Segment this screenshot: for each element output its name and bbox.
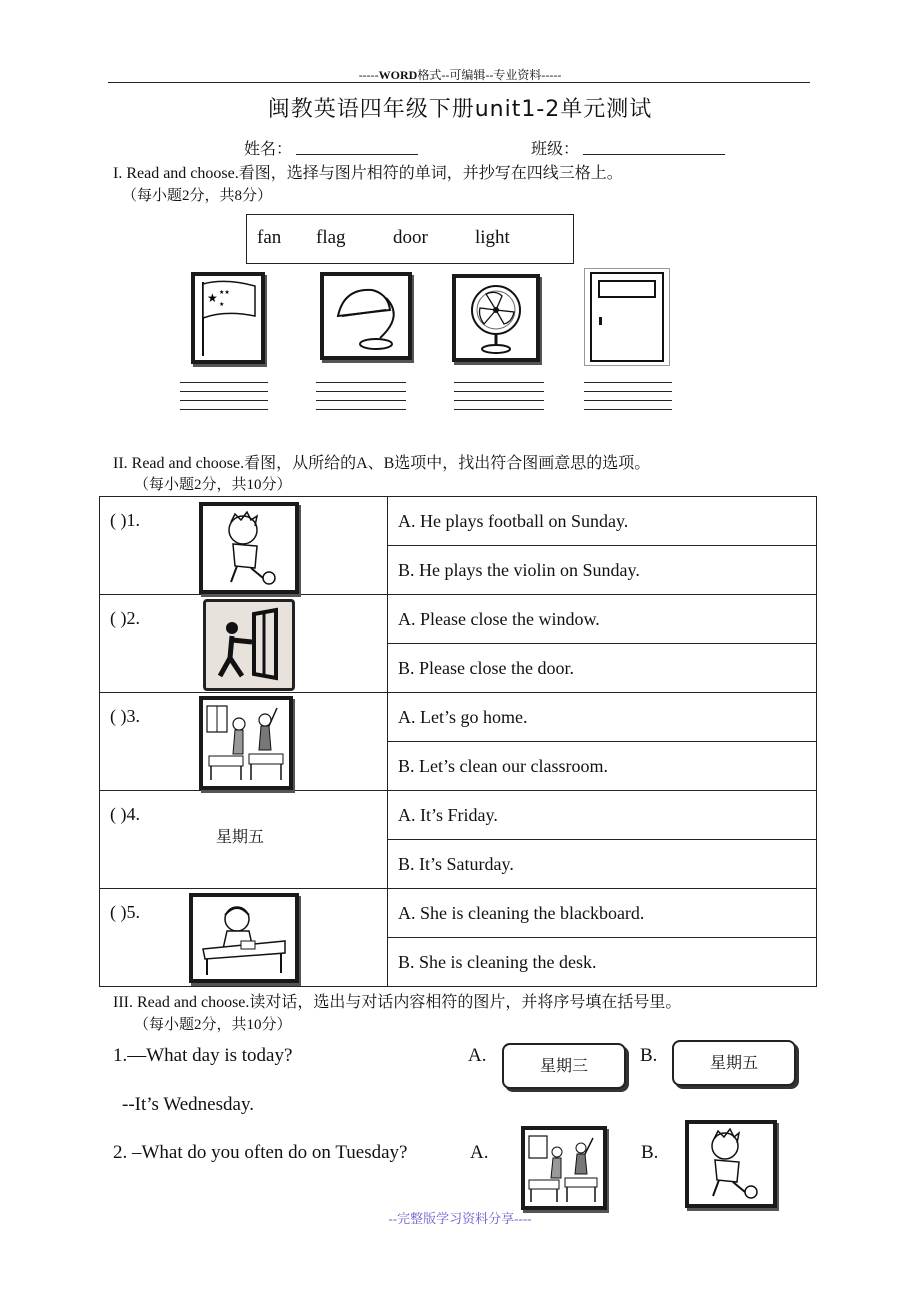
section2-table <box>99 496 817 987</box>
q1-option-b-box[interactable]: 星期五 <box>672 1040 796 1086</box>
q5-option-a: A. She is cleaning the blackboard. <box>388 889 817 938</box>
question-cell-4 <box>100 791 388 889</box>
q1-dialog-line1: 1.—What day is today? <box>113 1045 293 1066</box>
q3-option-a: A. Let’s go home. <box>388 693 817 742</box>
q2-option-a-picture[interactable] <box>521 1126 607 1210</box>
q2-dialog-line1: 2. –What do you often do on Tuesday? <box>113 1142 408 1163</box>
boy-football-icon <box>689 1124 773 1204</box>
writing-lines-4[interactable] <box>584 382 672 410</box>
footer-text: --完整版学习资料分享---- <box>388 1211 532 1226</box>
q3-option-b: B. Let’s clean our classroom. <box>388 742 817 791</box>
name-field[interactable] <box>296 136 418 155</box>
writing-lines-3[interactable] <box>454 382 544 410</box>
question-cell-5 <box>100 889 388 987</box>
section2-score: （每小题2分，共10分） <box>134 477 292 493</box>
close-door-icon <box>206 602 292 688</box>
header-banner <box>0 66 920 83</box>
lamp-icon <box>324 276 408 356</box>
answer-blank-3[interactable]: ( )3. <box>110 706 140 726</box>
fan-picture <box>452 274 540 362</box>
page-title: 闽教英语四年级下册unit1-2单元测试 <box>267 97 653 122</box>
q2-option-b: B. Please close the door. <box>388 644 817 693</box>
q1-option-a-box[interactable]: 星期三 <box>502 1043 626 1089</box>
q2-option-a-label: A. <box>470 1142 489 1163</box>
q5-option-b: B. She is cleaning the desk. <box>388 938 817 987</box>
question-cell-3 <box>100 693 388 791</box>
cleaning-desk-picture <box>189 893 299 983</box>
answer-blank-1[interactable]: ( )1. <box>110 510 140 530</box>
section2-heading: II. Read and choose.看图，从所给的A、B选项中，找出符合图画意思的选项。 <box>113 455 651 472</box>
q1-option-b: B. He plays the violin on Sunday. <box>388 546 817 595</box>
question-cell-1 <box>100 497 388 595</box>
q1-dialog-line2: --It’s Wednesday. <box>122 1094 254 1115</box>
classroom-picture <box>199 696 293 790</box>
banner-word: WORD <box>378 68 418 82</box>
flag-icon <box>195 276 261 360</box>
q2-option-b-picture[interactable] <box>685 1120 777 1208</box>
door-icon <box>585 269 669 365</box>
classroom-cleaning-icon <box>525 1130 603 1206</box>
table-row <box>100 693 817 742</box>
banner-rest: 格式--可编辑--专业资料----- <box>417 68 562 82</box>
header-rule <box>108 82 810 83</box>
section1-heading: I. Read and choose.看图，选择与图片相符的单词，并抄写在四线三格上。 <box>113 165 623 182</box>
answer-blank-5[interactable]: ( )5. <box>110 902 140 922</box>
answer-blank-2[interactable]: ( )2. <box>110 608 140 628</box>
svg-text:★: ★ <box>219 301 225 308</box>
answer-blank-4[interactable]: ( )4. <box>110 804 140 824</box>
word-light: light <box>475 227 510 248</box>
q4-option-a: A. It’s Friday. <box>388 791 817 840</box>
section1-score: （每小题2分，共8分） <box>122 188 273 204</box>
table-row <box>100 791 817 840</box>
lamp-picture <box>320 272 412 360</box>
table-row <box>100 497 817 546</box>
q1-option-a-label: A. <box>468 1045 487 1066</box>
table-row <box>100 889 817 938</box>
writing-lines-1[interactable] <box>180 382 268 410</box>
q2-option-b-label: B. <box>641 1142 659 1163</box>
section3-score: （每小题2分，共10分） <box>134 1017 292 1033</box>
banner-prefix: ----- <box>358 68 379 82</box>
section3-heading: III. Read and choose.读对话，选出与对话内容相符的图片，并将序号填在括号里。 <box>113 994 682 1011</box>
classroom-cleaning-icon <box>203 700 289 786</box>
close-door-picture <box>203 599 295 691</box>
q1-option-b-label: B. <box>640 1045 658 1066</box>
q2-option-a: A. Please close the window. <box>388 595 817 644</box>
word-flag: flag <box>316 227 346 248</box>
flag-picture <box>191 272 265 364</box>
word-door: door <box>393 227 428 248</box>
fan-icon <box>456 278 536 358</box>
q1-option-a: A. He plays football on Sunday. <box>388 497 817 546</box>
football-boy-picture <box>199 502 299 594</box>
class-label: 班级： <box>531 141 580 158</box>
door-picture <box>584 268 670 366</box>
svg-text:★: ★ <box>207 291 218 305</box>
question-cell-2 <box>100 595 388 693</box>
word-fan: fan <box>257 227 282 248</box>
weekday-label: 星期五 <box>216 827 265 846</box>
table-row <box>100 595 817 644</box>
writing-lines-2[interactable] <box>316 382 406 410</box>
girl-cleaning-desk-icon <box>193 897 295 979</box>
svg-text:★★: ★★ <box>219 289 230 296</box>
name-label: 姓名： <box>244 141 293 158</box>
class-field[interactable] <box>583 136 725 155</box>
q4-option-b: B. It’s Saturday. <box>388 840 817 889</box>
boy-football-icon <box>203 506 295 590</box>
word-bank <box>246 214 574 264</box>
